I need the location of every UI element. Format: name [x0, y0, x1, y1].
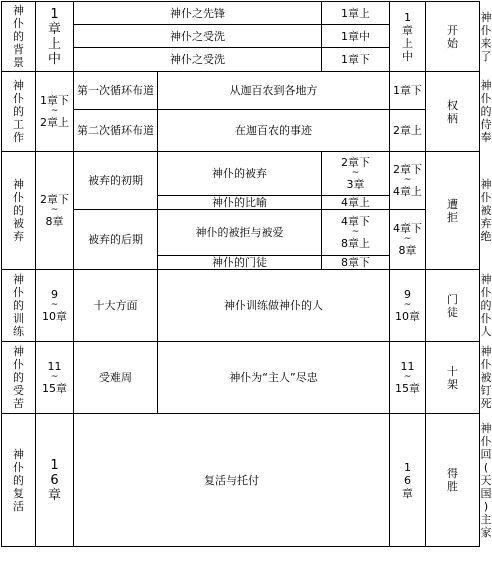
training-aspect: 十大方面: [74, 270, 158, 342]
section-label-training: 神仆的训练: [2, 270, 36, 342]
range-late: 4章下 ~ 8章: [390, 210, 426, 270]
cycle-1-chap: 1章下: [390, 72, 426, 110]
chap-baptism-2: 1章下: [322, 48, 390, 72]
chap-parables: 4章上: [322, 196, 390, 210]
cycle-2-name: 第二次循环布道: [74, 110, 158, 152]
range-training: 9 ~ 10章: [390, 270, 426, 342]
topic-baptism-1: 神仆之受洗: [74, 25, 322, 48]
chap-baptism-1: 1章中: [322, 25, 390, 48]
theme-work: 权柄: [426, 72, 480, 152]
range-resurrection: 16章: [390, 414, 426, 547]
range-suffering: 11 ~ 15章: [390, 342, 426, 414]
section-label-rejected: 神仆的被弃: [2, 152, 36, 270]
suffering-aspect: 受难周: [74, 342, 158, 414]
section-label-work: 神仆的工作: [2, 72, 36, 152]
chap-forerunner: 1章上: [322, 2, 390, 25]
resurrection-desc: 复活与托付: [74, 414, 390, 547]
chapters-background: 1章上中: [36, 2, 74, 72]
topic-rejected: 神仆的被弃: [158, 152, 322, 196]
early-period: 被弃的初期: [74, 152, 158, 210]
chapters-rejected: 2章下 ~ 8章: [36, 152, 74, 270]
section-label-suffering: 神仆的受苦: [2, 342, 36, 414]
chapters-training: 9 ~ 10章: [36, 270, 74, 342]
section-label-background: 神仆的背景: [2, 2, 36, 72]
chap-disciples: 8章下: [322, 256, 390, 270]
chapters-work: 1章下 ~ 2章上: [36, 72, 74, 152]
topic-disciples: 神仆的门徒: [158, 256, 322, 270]
gospel-outline-table: 神仆的背景 1章上中 神仆之先锋 1章上 1章上中 开始 神仆来了 神仆之受洗 1章中 神仆之受洗 1章下 神仆的工作 1章下 ~ 2章上 第一次循环布道 从迦百农到各地方 1章下 权柄 神仆的侍奉 第二次循环布道 在迦百农的事迹 2章上 神仆的被弃 2章下 ~ 8章 被弃的初期 神仆的被弃 2章下 ~ 3章 2章下 ~ 4章上 遭拒 神仆被弃绝 神仆的比喻 4章上 被弃的后期 神仆的被拒与被爱 4章下 ~ 8章上 4章下 ~ 8章 神仆的门徒 8章下 神仆的训练 9 ~ 10章 十大方面 神仆训练做神仆的人 9 ~ 10章 门徒 神仆的仆人 神仆的受苦 11 ~ 15章 受难周 神仆为“主人”尽忠 11 ~ 15章 十架 神仆被钉死 神仆的复活 16章 复活与托付 16章 得胜 神仆回(天国)主家: [1, 1, 480, 547]
cycle-2-chap: 2章上: [390, 110, 426, 152]
cycle-1-desc: 从迦百农到各地方: [158, 72, 390, 110]
chapters-suffering: 11 ~ 15章: [36, 342, 74, 414]
training-desc: 神仆训练做神仆的人: [158, 270, 390, 342]
topic-parables: 神仆的比喻: [158, 196, 322, 210]
theme-suffering: 十架: [426, 342, 480, 414]
suffering-desc: 神仆为“主人”尽忠: [158, 342, 390, 414]
theme-training: 门徒: [426, 270, 480, 342]
section-label-resurrection: 神仆的复活: [2, 414, 36, 547]
chapters-resurrection: 16章: [36, 414, 74, 547]
theme-rejected: 遭拒: [426, 152, 480, 270]
cycle-1-name: 第一次循环布道: [74, 72, 158, 110]
cycle-2-desc: 在迦百农的事迹: [158, 110, 390, 152]
range-early: 2章下 ~ 4章上: [390, 152, 426, 210]
topic-baptism-2: 神仆之受洗: [74, 48, 322, 72]
range-background: 1章上中: [390, 2, 426, 72]
theme-background: 开始: [426, 2, 480, 72]
chap-rejected-loved: 4章下 ~ 8章上: [322, 210, 390, 256]
topic-forerunner: 神仆之先锋: [74, 2, 322, 25]
chap-rejected: 2章下 ~ 3章: [322, 152, 390, 196]
topic-rejected-loved: 神仆的被拒与被爱: [158, 210, 322, 256]
theme-resurrection: 得胜: [426, 414, 480, 547]
late-period: 被弃的后期: [74, 210, 158, 270]
